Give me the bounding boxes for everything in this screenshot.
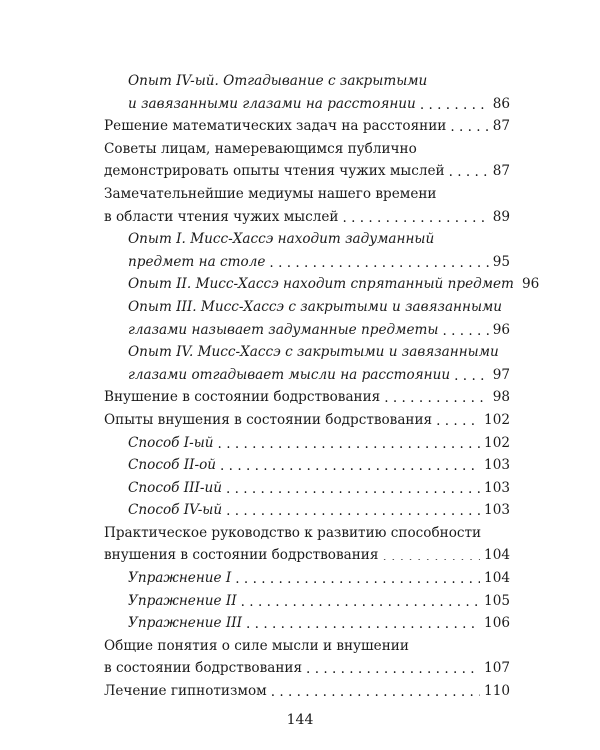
- toc-page-number: 102: [484, 411, 510, 428]
- toc-entry-title: Способ IV-ый: [128, 502, 223, 519]
- toc-page-number: 89: [492, 208, 510, 225]
- toc-entry-title: Способ I-ый: [128, 434, 214, 451]
- dot-leader: [454, 365, 489, 380]
- toc-entry-title: Практическое руководство к развитию способности: [104, 524, 482, 541]
- toc-page-number: 110: [484, 683, 510, 700]
- toc-line: [104, 138, 510, 161]
- page-number: 144: [286, 712, 314, 728]
- toc-entry-title: Внушение в состоянии бодрствования: [104, 389, 381, 406]
- dot-leader: [420, 94, 489, 109]
- toc-entry-title: внушения в состоянии бодрствования: [104, 547, 379, 564]
- toc-entry-title: демонстрировать опыты чтения чужих мыслей: [104, 163, 445, 180]
- toc-subentry: [104, 432, 510, 455]
- toc-subentry: [104, 477, 510, 500]
- toc-line: [104, 544, 510, 567]
- toc-line: [128, 432, 510, 455]
- dot-leader: [382, 546, 480, 561]
- toc-entry-title: Упражнение II: [128, 592, 237, 609]
- toc-entry-title: Советы лицам, намеревающимся публично: [104, 140, 417, 157]
- dot-leader: [442, 320, 488, 335]
- toc-line: [104, 160, 510, 183]
- toc-line: [128, 228, 510, 251]
- toc-page-number: 96: [521, 276, 540, 293]
- dot-leader: [306, 658, 480, 673]
- dot-leader: [436, 410, 480, 425]
- toc-subentry: [104, 296, 510, 341]
- toc-entry-title: и завязанными глазами на расстоянии: [128, 95, 416, 112]
- toc-entry: [104, 183, 510, 228]
- toc-page-number: 105: [484, 592, 510, 609]
- dot-leader: [450, 116, 488, 131]
- dot-leader: [449, 161, 489, 176]
- toc-line: [128, 319, 510, 342]
- toc-line: [128, 93, 510, 116]
- toc-subentry: [104, 499, 510, 522]
- toc-page-number: 103: [484, 502, 510, 519]
- toc-page-number: 96: [492, 321, 510, 338]
- toc-entry: [104, 138, 510, 183]
- toc-line: [128, 296, 510, 319]
- toc-line: [128, 612, 510, 635]
- dot-leader: [218, 433, 481, 448]
- toc-entry-title: Упражнение I: [128, 570, 232, 587]
- toc-line: [128, 364, 510, 387]
- toc-entry-title: предмет на столе: [128, 253, 266, 270]
- toc-subentry: [104, 454, 510, 477]
- toc-entry-title: Способ III-ий: [128, 479, 222, 496]
- toc-entry-title: Упражнение III: [128, 615, 243, 632]
- toc-page-number: 104: [484, 547, 510, 564]
- toc-line: [104, 409, 510, 432]
- toc-page-number: 87: [492, 118, 510, 135]
- toc-line: [104, 680, 510, 703]
- toc-line: [128, 499, 510, 522]
- toc-line: [128, 590, 510, 613]
- toc-entry-title: Решение математических задач на расстоянии: [104, 118, 447, 135]
- toc-entry-title: Опыт IV-ый. Отгадывание с закрытыми: [128, 73, 428, 89]
- toc-page-number: 87: [492, 163, 510, 180]
- toc-line: [128, 567, 510, 590]
- table-of-contents: [104, 70, 540, 703]
- dot-leader: [271, 681, 480, 696]
- dot-leader: [384, 387, 488, 402]
- toc-entry-title: Замечательнейшие медиумы нашего времени: [104, 185, 437, 202]
- toc-line: [128, 70, 510, 93]
- toc-line: [104, 206, 510, 229]
- toc-entry: [104, 522, 510, 567]
- toc-line: [104, 386, 510, 409]
- toc-line: [104, 115, 510, 138]
- toc-line: [104, 635, 510, 658]
- toc-line: [128, 273, 540, 296]
- dot-leader: [235, 568, 480, 583]
- dot-leader: [269, 252, 488, 267]
- toc-entry-title: Способ II-ой: [128, 457, 217, 474]
- toc-page-number: 107: [484, 660, 510, 677]
- toc-entry-title: Опыт II. Мисс-Хассэ находит спрятанный предмет: [128, 276, 514, 293]
- toc-entry-title: Лечение гипнотизмом: [104, 683, 267, 700]
- toc-subentry: [104, 228, 510, 273]
- toc-entry: [104, 635, 510, 680]
- toc-entry-title: в состоянии бодрствования: [104, 660, 303, 677]
- toc-entry: [104, 115, 510, 138]
- dot-leader: [226, 500, 480, 515]
- toc-entry: [104, 386, 510, 409]
- toc-entry-title: Общие понятия о силе мысли и внушении: [104, 637, 409, 654]
- dot-leader: [220, 455, 480, 470]
- toc-entry: [104, 680, 510, 703]
- toc-subentry: [104, 567, 510, 590]
- toc-line: [128, 341, 510, 364]
- dot-leader: [241, 591, 480, 606]
- toc-entry-title: Опыт I. Мисс-Хассэ находит задуманный: [128, 231, 435, 248]
- toc-subentry: [104, 70, 510, 115]
- toc-line: [128, 454, 510, 477]
- toc-subentry: [104, 590, 510, 613]
- toc-subentry: [104, 612, 510, 635]
- dot-leader: [226, 478, 480, 493]
- toc-line: [128, 251, 510, 274]
- toc-line: [104, 183, 510, 206]
- toc-subentry: [104, 341, 510, 386]
- toc-entry-title: Опыты внушения в состоянии бодрствования: [104, 411, 433, 428]
- toc-entry-title: Опыт III. Мисс-Хассэ с закрытыми и завязанными: [128, 298, 503, 315]
- toc-page-number: 86: [492, 95, 510, 112]
- toc-page-number: 104: [484, 570, 510, 587]
- toc-page-number: 106: [484, 615, 510, 632]
- toc-entry-title: глазами отгадывает мысли на расстоянии: [128, 366, 451, 383]
- toc-line: [104, 522, 510, 545]
- toc-entry-title: Опыт IV. Мисс-Хассэ с закрытыми и завязанными: [128, 344, 499, 361]
- toc-page-number: 102: [484, 434, 510, 451]
- toc-page-number: 98: [492, 389, 510, 406]
- toc-page-number: 103: [484, 479, 510, 496]
- dot-leader: [246, 613, 480, 628]
- toc-entry-title: в области чтения чужих мыслей: [104, 208, 339, 225]
- toc-page-number: 97: [492, 366, 510, 383]
- toc-entry-title: глазами называет задуманные предметы: [128, 321, 439, 338]
- toc-subentry: [104, 273, 540, 296]
- toc-entry: [104, 409, 510, 432]
- toc-line: [128, 477, 510, 500]
- toc-page-number: 103: [484, 457, 510, 474]
- toc-line: [104, 657, 510, 680]
- toc-page-number: 95: [492, 253, 510, 270]
- dot-leader: [342, 207, 488, 222]
